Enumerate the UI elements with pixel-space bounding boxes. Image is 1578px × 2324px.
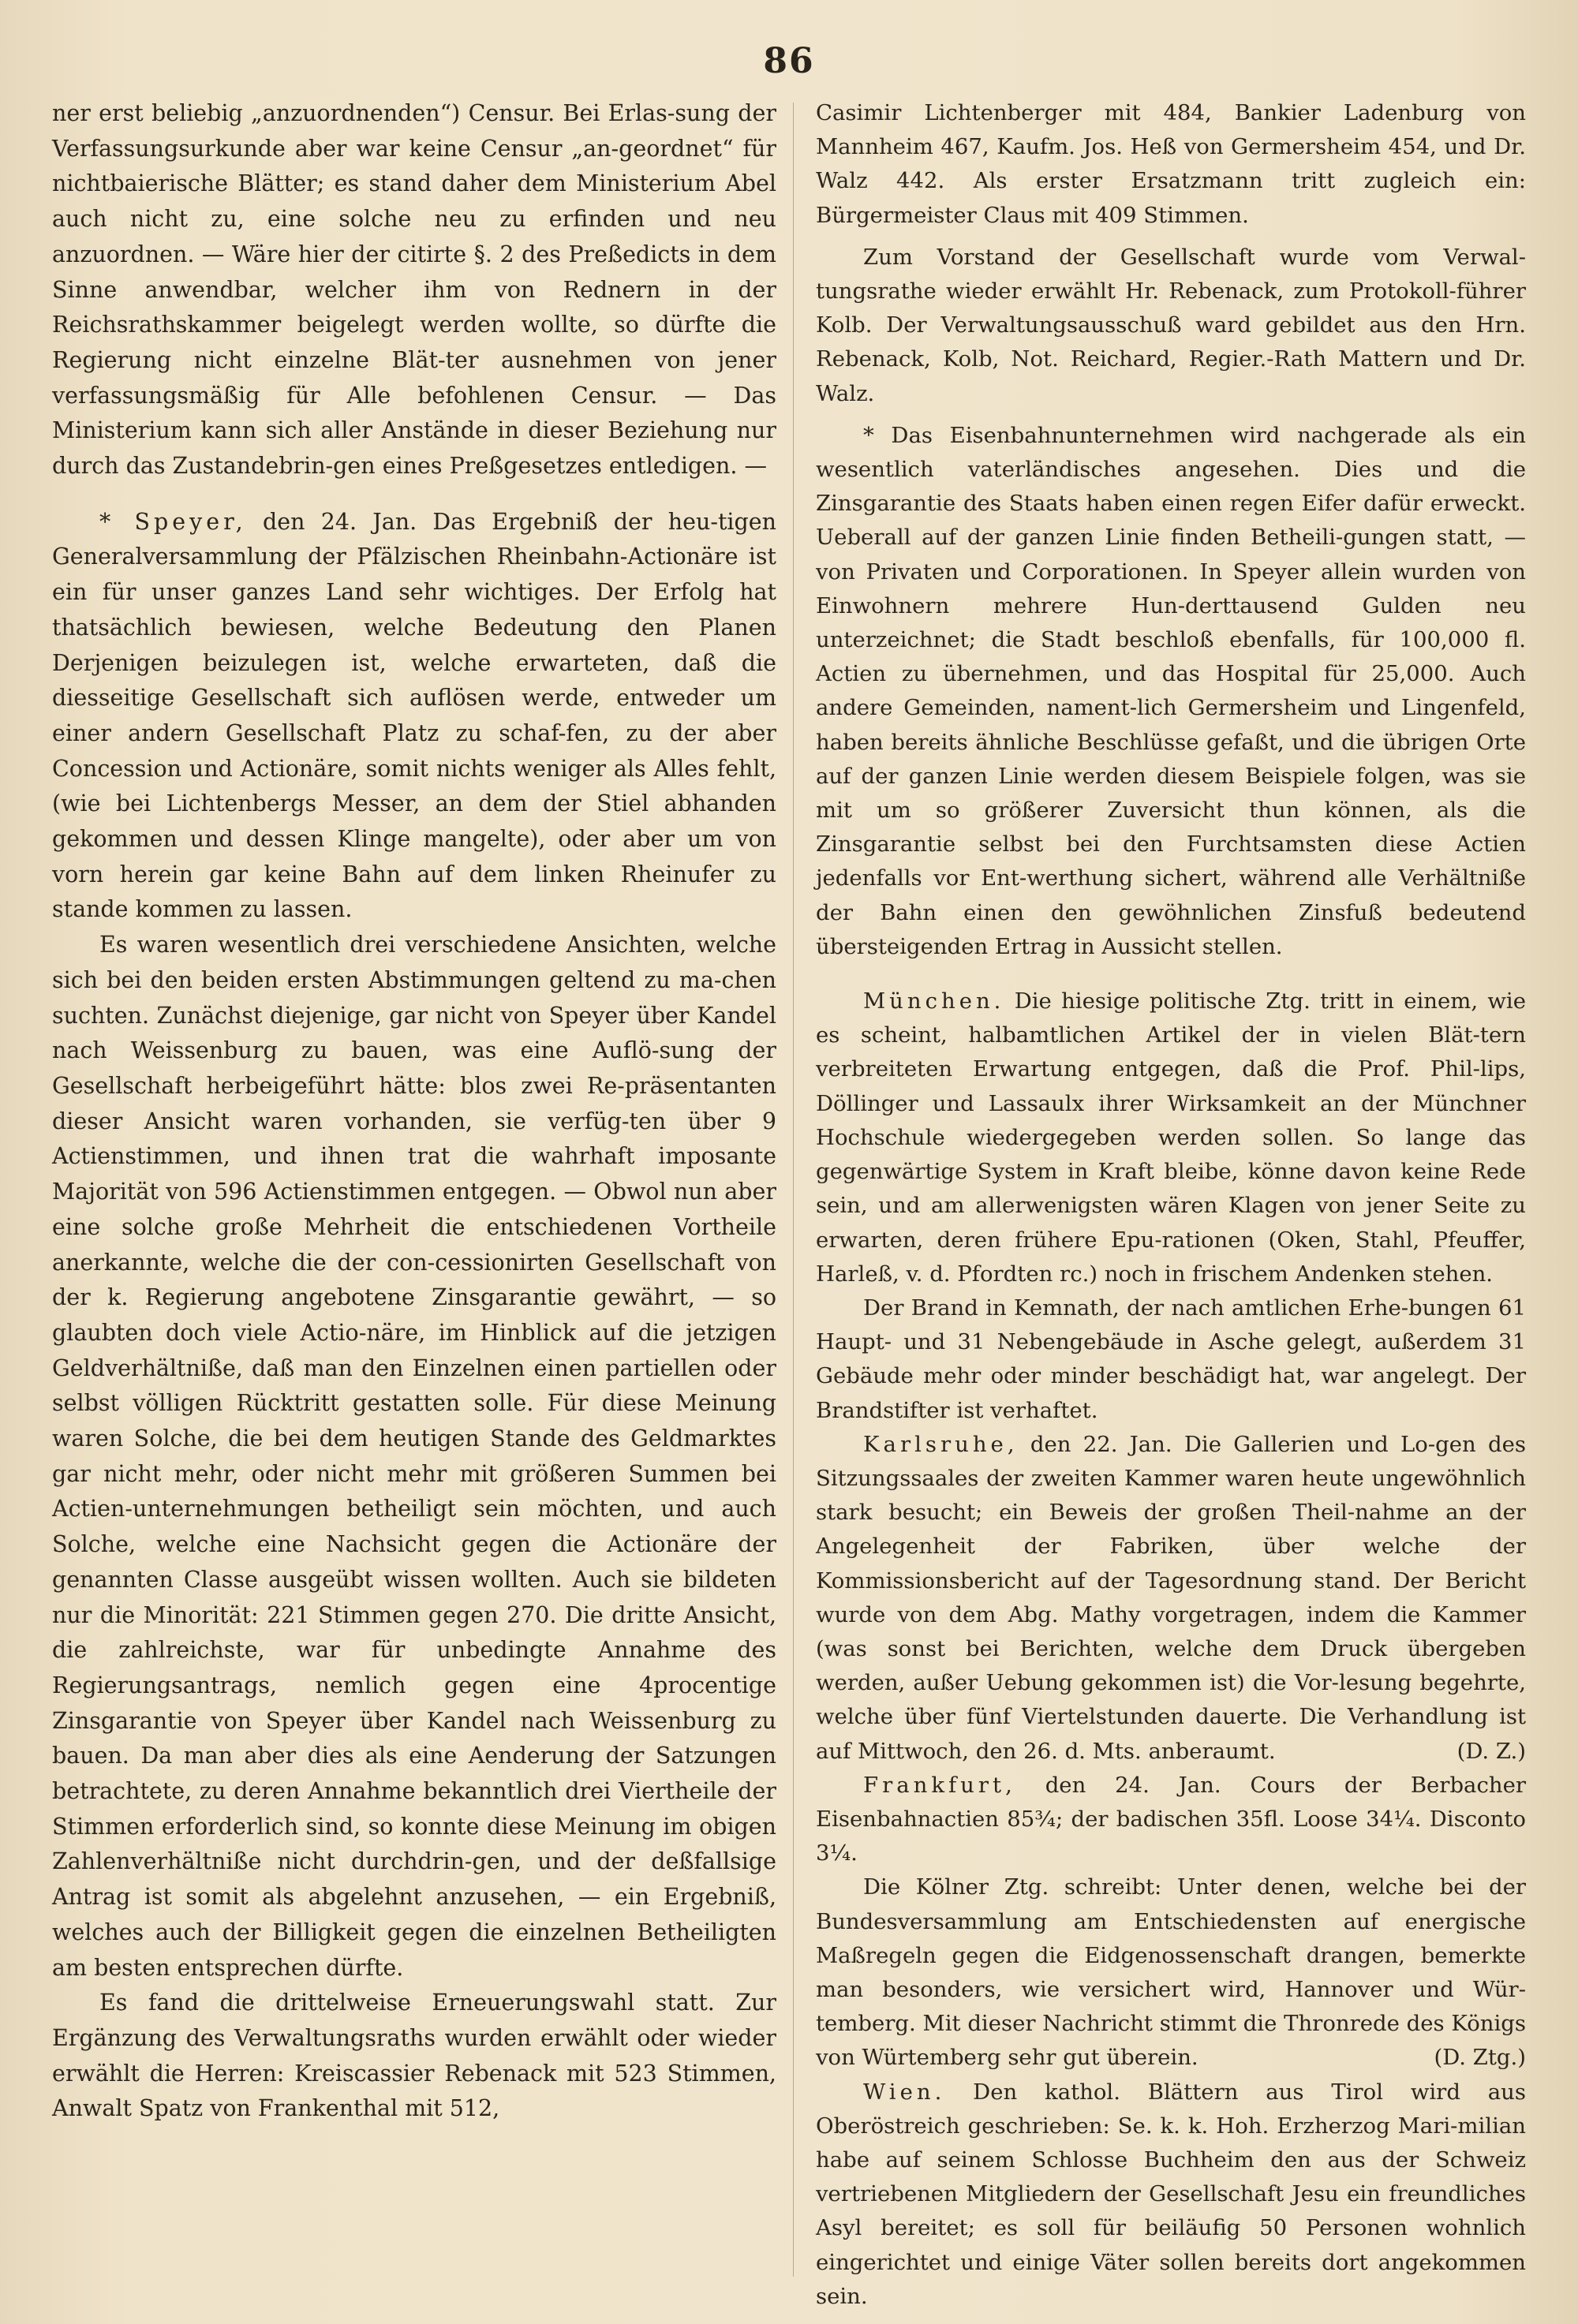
article-cologne-text: Die Kölner Ztg. schreibt: Unter denen, welche bei der Bundesversammlung am Entschiedensten auf energische Maßregeln gegen die Eidgenossenschaft drangen, bemerkte man besonders, wie versichert wird, Hannover und Wür-temberg. Mit dieser Nachricht stimmt die Thronrede des Königs von Würtemberg sehr gut überein. [816, 1874, 1526, 2071]
dateline-vienna: Wien. [863, 2079, 946, 2105]
article-censorship-continued: ner erst beliebig „anzuordnenden“) Censur. Bei Erlas-sung der Verfassungsurkunde aber war keine Censur „an-geordnet“ für nichtbaierische Blätter; es stand daher dem Ministerium Abel auch nicht zu, eine solche neu zu erfinden und neu anzuordnen. — Wäre hier der citirte §. 2 des Preßedicts in dem Sinne anwendbar, welcher ihm von Rednern in der Reichsrathskammer beigelegt werden wollte, so dürfte die Regierung nicht einzelne Blät-ter ausnehmen von jener verfassungsmäßig für Alle befohlenen Censur. — Das Ministerium kann sich aller Anstände in dieser Beziehung nur durch das Zustandebrin-gen eines Preßgesetzes entledigen. — [52, 100, 776, 480]
article-frankfurt-text: den 24. Jan. Cours der Berbacher Eisenbahnactien 85¾; der badischen 35fl. Loose 34¼. Disconto 3¼. [816, 1772, 1526, 1866]
article-vienna-text: Den kathol. Blättern aus Tirol wird aus Oberöstreich geschrieben: Se. k. k. Hoh. Erzherzog Mari-milian habe auf seinem Schlosse Buchheim den aus der Schweiz vertriebenen Mitgliedern der Gesellschaft Jesu ein freundliches Asyl bereitet; es soll für beiläufig 50 Personen wohnlich eingerichtet und einige Väter sollen bereits dort angekommen sein. [816, 2079, 1526, 2309]
article-speyer-text: den 24. Jan. Das Ergebniß der heu-tigen Generalversammlung der Pfälzischen Rheinbahn-Actionäre ist ein für unser ganzes Land sehr wichtiges. Der Erfolg hat thatsächlich bewiesen, welche Bedeutung den Planen Derjenigen beizulegen ist, welche erwarteten, daß die diesseitige Gesellschaft sich auflösen werde, entweder um einer andern Gesellschaft Platz zu schaf-fen, zu der aber Concession und Actionäre, somit nichts weniger als Alles fehlt, (wie bei Lichtenbergs Messer, an dem der Stiel abhanden gekommen und dessen Klinge mangelte), oder aber um von vorn herein gar keine Bahn auf dem linken Rheinufer zu stande kommen zu lassen. [52, 508, 776, 923]
article-karlsruhe [816, 1428, 1526, 1769]
article-election-continued: Casimir Lichtenberger mit 484, Bankier Ladenburg von Mannheim 467, Kaufm. Jos. Heß von Germersheim 454, und Dr. Walz 442. Als erster Ersatzmann tritt zugleich ein: Bürgermeister Claus mit 409 Stimmen. [816, 100, 1526, 228]
article-karlsruhe-text: den 22. Jan. Die Gallerien und Lo-gen des Sitzungssaales der zweiten Kammer waren heute ungewöhnlich stark besucht; ein Beweis der großen Theil-nahme an der Angelegenheit der Fabriken, über welche der Kommissionsbericht auf der Tagesordnung stand. Der Bericht wurde von dem Abg. Mathy vorgetragen, indem die Kammer (was sonst bei Berichten, welche dem Druck übergeben werden, außer Uebung gekommen ist) die Vor-lesung begehrte, welche über fünf Viertelstunden dauerte. Die Verhandlung ist auf Mittwoch, den 26. d. Mts. anberaumt. [816, 1431, 1526, 1764]
article-munich [816, 985, 1526, 1291]
page-number: 86 [763, 41, 815, 81]
article-kemnath-fire: Der Brand in Kemnath, der nach amtlichen Erhe-bungen 61 Haupt- und 31 Nebengebäude in Asche gelegt, außerdem 31 Gebäude mehr oder minder beschädigt hat, war angelegt. Der Brandstifter ist verhaftet. [816, 1295, 1526, 1423]
dateline-speyer: * Speyer, [99, 508, 247, 535]
article-speyer-opinions: Es waren wesentlich drei verschiedene Ansichten, welche sich bei den beiden ersten Abstimmungen geltend zu ma-chen suchten. Zunächst diejenige, gar nicht von Speyer über Kandel nach Weissenburg zu bauen, was eine Auflö-sung der Gesellschaft herbeigeführt hätte: blos zwei Re-präsentanten dieser Ansicht waren vorhanden, sie verfüg-ten über 9 Actienstimmen, und ihnen trat die wahrhaft imposante Majorität von 596 Actienstimmen entgegen. — Obwol nun aber eine solche große Mehrheit die entschiedenen Vortheile anerkannte, welche die der con-cessionirten Gesellschaft von der k. Regierung angebotene Zinsgarantie gewährt, — so glaubten doch viele Actio-näre, im Hinblick auf die jetzigen Geldverhältniße, daß man den Einzelnen einen partiellen oder selbst völligen Rücktritt gestatten solle. Für diese Meinung waren Solche, die bei dem heutigen Stande des Geldmarktes gar nicht mehr, oder nicht mehr mit größeren Summen bei Actien-unternehmungen betheiligt sein möchten, und auch Solche, welche eine Nachsicht gegen die Actionäre der genannten Classe ausgeübt wissen wollten. Auch sie bildeten nur die Minorität: 221 Stimmen gegen 270. Die dritte Ansicht, die zahlreichste, war für unbedingte Annahme des Regierungsantrags, nemlich gegen eine 4procentige Zinsgarantie von Speyer über Kandel nach Weissenburg zu bauen. Da man aber dies als eine Aenderung der Satzungen betrachtete, zu deren Annahme bekanntlich drei Viertheile der Stimmen erforderlich sind, so konnte diese Meinung im obigen Zahlenverhältniße nicht durchdrin-gen, und der deßfallsige Antrag ist somit als abgelehnt anzusehen, — ein Ergebniß, welches auch der Billigkeit gegen die einzelnen Betheiligten am besten entsprechen dürfte. [52, 932, 776, 1981]
dateline-frankfurt: Frankfurt, [863, 1772, 1016, 1798]
article-railway-enterprise: * Das Eisenbahnunternehmen wird nachgerade als ein wesentlich vaterländisches angesehen. Dies und die Zinsgarantie des Staats haben einen regen Eifer dafür erweckt. Ueberall auf der ganzen Linie finden Betheili-gungen statt, — von Privaten und Corporationen. In Speyer allein wurden von Einwohnern mehrere Hun-derttausend Gulden neu unterzeichnet; die Stadt beschloß ebenfalls, für 100,000 fl. Actien zu übernehmen, und das Hospital für 25,000. Auch andere Gemeinden, nament-lich Germersheim und Lingenfeld, haben bereits ähnliche Beschlüsse gefaßt, und die übrigen Orte auf der ganzen Linie werden diesem Beispiele folgen, was sie mit um so größerer Zuversicht thun können, als die Zinsgarantie selbst bei den Furchtsamsten diese Actien jedenfalls vor Ent-werthung sichert, während alle Verhältniße der Bahn einen den gewöhnlichen Zinsfuß bedeutend übersteigenden Ertrag in Aussicht stellen. [816, 422, 1526, 959]
dateline-munich: München. [863, 988, 1005, 1014]
column-divider [793, 103, 794, 2277]
article-speyer-election: Es fand die drittelweise Erneuerungswahl statt. Zur Ergänzung des Verwaltungsraths wurden erwählt oder wieder erwählt die Herren: Kreiscassier Rebenack mit 523 Stimmen, Anwalt Spatz von Frankenthal mit 512, [52, 1990, 776, 2122]
left-column [52, 96, 776, 2300]
source-note-karlsruhe: (D. Z.) [1456, 1738, 1526, 1764]
article-vienna [816, 2076, 1526, 2314]
article-munich-text: Die hiesige politische Ztg. tritt in einem, wie es scheint, halbamtlichen Artikel der in vielen Blät-tern verbreiteten Erwartung entgegen, daß die Prof. Phil-lips, Döllinger und Lassaulx ihrer Wirksamkeit an der Münchner Hochschule wiedergegeben werden sollen. So lange das gegenwärtige System in Kraft bleibe, könne davon keine Rede sein, und am allerwenigsten wären Klagen von jener Seite zu erwarten, deren frühere Epu-rationen (Oken, Stahl, Pfeuffer, Harleß, v. d. Pfordten rc.) noch in frischem Andenken stehen. [816, 988, 1526, 1287]
dateline-karlsruhe: Karlsruhe, [863, 1431, 1019, 1457]
article-board: Zum Vorstand der Gesellschaft wurde vom Verwal-tungsrathe wieder erwählt Hr. Rebenack, zum Protokoll-führer Kolb. Der Verwaltungsausschuß ward gebildet aus den Hrn. Rebenack, Kolb, Not. Reichard, Regier.-Rath Mattern und Dr. Walz. [816, 244, 1526, 406]
right-column [816, 96, 1526, 2309]
article-speyer [52, 505, 776, 928]
source-note-cologne: (D. Ztg.) [1434, 2045, 1526, 2071]
article-frankfurt [816, 1769, 1526, 1871]
article-cologne-report [816, 1870, 1526, 2075]
